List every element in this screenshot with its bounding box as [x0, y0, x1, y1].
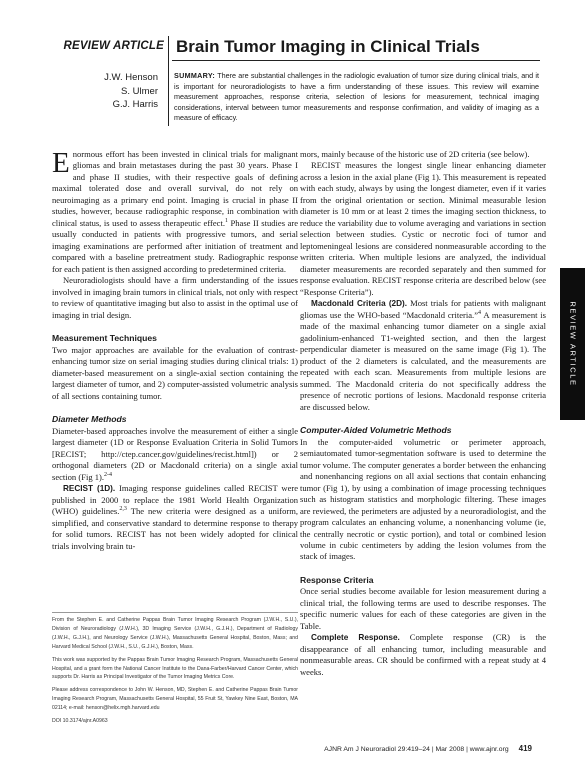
- footer-citation: AJNR Am J Neuroradiol 29:419–24 | Mar 2008 | www.ajnr.org: [324, 746, 509, 753]
- paragraph: Neuroradiologists should have a firm understanding of the issues involved in imaging brain tumors in clinical trials, not only with respect to review of quantitative imaging but also to assist in the optimal use of imaging in trial design.: [52, 275, 298, 320]
- paragraph: [300, 298, 546, 413]
- title-rule: [172, 60, 540, 61]
- paragraph: Once serial studies become available for lesion measurement during a clinical trial, the following terms are used to describe responses. The specific numeric values for each of these categories are given in the Table.: [300, 586, 546, 631]
- paragraph: [52, 483, 298, 552]
- macdonald-text-2: A measurement is made of the maximal enhancing tumor diameter on a single axial gadolinium-enhanced T1-weighted section, and then the largest perpendicular diameter is measured on the same image (Fig 1). The product of the 2 diameters is calculated, and the measurements are repeated with each scan. Measurements from multiple lesions are summed. The Macdonald criteria do not specifically address the presence of necrotic portions of lesions. Macdonald response criteria are discussed below.: [300, 309, 547, 412]
- diameter-text: Diameter-based approaches involve the measurement of either a single largest diameter (1D or Response Evaluation Criteria in Solid Tumors [RECIST; http://ctep.cancer.gov/guidelines/recist.html]) or 2 orthogonal diameters (2D or Macdonald criteria) on a single axial section (Fig 1).: [52, 425, 298, 482]
- author: S. Ulmer: [121, 85, 158, 97]
- footnote: From the Stephen E. and Catherine Pappas Brain Tumor Imaging Research Program (J.W.H., S.U.), Division of Neuroradiology (J.W.H.), 3D Imaging Service (J.W.H., G.J.H.), Department of Radiology (J.W.H., G.J.H.), and Neurology Service (J.W.H.), Massachusetts General Hospital, Boston, Mass; and Harvard Medical School (J.W.H., S.U., G.J.H.), Boston, Mass.: [52, 617, 298, 650]
- header-divider: [168, 36, 169, 126]
- side-tab-label-wrap: [560, 268, 585, 420]
- section-label: REVIEW ARTICLE: [63, 40, 164, 52]
- intro-paragraph: [52, 149, 298, 275]
- recist-text: Imaging response guidelines called RECIST were published in 2000 to replace the 1981 World Health Organization (WHO) guidelines.: [52, 483, 299, 517]
- recist-text-2: The new criteria were designed as a uniform, simplified, and conservative standard to determine response to therapy for solid tumors. RECIST has not been widely adopted for clinical trials involving brain tu-: [52, 506, 298, 551]
- author-list: [60, 71, 158, 112]
- section-heading: Measurement Techniques: [52, 333, 157, 344]
- subsection-heading: Diameter Methods: [52, 414, 127, 425]
- footnote-rule: [52, 612, 298, 613]
- right-column: [300, 149, 546, 678]
- run-in-heading: Complete Response.: [311, 633, 400, 643]
- footnote: This work was supported by the Pappas Brain Tumor Imaging Research Program, Massachusetts General Hospital, and a grant form the National Cancer Institute to the Dana-Farber/Harvard Cancer Center, which supports Dr. Harris as Principal Investigator of the Tumor Imaging Metrics Core.: [52, 656, 298, 681]
- page-footer: [260, 744, 532, 753]
- footnotes: [52, 616, 298, 730]
- citation-sup: 2-4: [104, 471, 112, 478]
- citation-sup: 4: [478, 309, 481, 316]
- paragraph: mors, mainly because of the historic use of 2D criteria (see below).: [300, 149, 530, 159]
- abstract-summary: [174, 71, 539, 124]
- summary-label: SUMMARY:: [174, 71, 216, 80]
- run-in-heading: Macdonald Criteria (2D).: [311, 299, 408, 309]
- author: G.J. Harris: [112, 99, 158, 110]
- doi: DOI 10.3174/ajnr.A0963: [52, 718, 108, 725]
- citation-sup: 2,3: [119, 506, 127, 513]
- complete-text: Complete response (CR) is the disappearance of all enhancing tumor, including measurable and nonmeasurable areas. CR should be confirmed with a repeat study at 4 weeks.: [300, 632, 547, 677]
- left-column: [52, 149, 298, 552]
- summary-text: There are substantial challenges in the radiologic evaluation of tumor size during clinical trials, and it is important for neuroradiologists to have a firm understanding of these issues. This review will examine measurement approaches, response criteria, selection of lesions for measurement, technical imaging considerations, interval between tumor measurements and response confirmation, and validity of imaging as a measure of efficacy.: [174, 71, 539, 122]
- subsection-heading: Computer-Aided Volumetric Methods: [300, 425, 452, 436]
- paragraph: [52, 426, 298, 483]
- article-title: Brain Tumor Imaging in Clinical Trials: [176, 37, 480, 56]
- footnote: Please address correspondence to John W. Henson, MD, Stephen E. and Catherine Pappas Brain Tumor Imaging Research Program, Massachusetts General Hospital, 55 Fruit St, Yawkey Nine East, Boston, MA 02114; e-mail: henson@helix.mgh.harvard.edu: [52, 687, 298, 712]
- paragraph: RECIST measures the longest single linear enhancing diameter across a lesion in the axial plane (Fig 1). This measurement is repeated with each study, always by using the longest diameter, even if it varies from the original orientation or section. Minimal measurable lesion diameter is 10 mm or at least 2 times the imaging section thickness, to reduce the variability due to volume averaging and variations in section selection between studies. Cystic or necrotic foci of tumor and leptomeningeal lesions are considered nonmeasurable according to the written criteria. When multiple lesions are analyzed, the individual diameter measurements are recorded separately and then summed for response evaluation. RECIST response criteria are described below (see “Response Criteria”).: [300, 160, 546, 297]
- paragraph: In the computer-aided volumetric or perimeter approach, semiautomated tumor-segmentation software is used to determine the tumor volume. The computer generates a border between the enhancing and nonenhancing regions on all axial sections that contain enhancing tumor (Fig 1), by using a combination of image processing techniques such as histogram statistics and morphologic filtering. These images are reviewed, the perimeters are adjusted by a neuroradiologist, and the program calculates an enhancing volume, a nonenhancing volume (ie, the centrally necrotic or cystic portion), and total or combined lesion volume in cubic centimeters by adding the lesion volumes from the stack of images.: [300, 436, 546, 562]
- citation-sup: 1: [224, 218, 228, 225]
- paragraph: Two major approaches are available for the evaluation of contrast-enhancing tumor size on serial imaging studies during clinical trials: 1) diameter-based measurement on a single-axial section containing the largest diameter of tumor, and 2) computer-assisted volumetric analysis of all sections containing tumor.: [52, 344, 298, 401]
- paragraph: [300, 632, 546, 678]
- page-number: 419: [518, 744, 532, 753]
- run-in-heading: RECIST (1D).: [63, 484, 116, 494]
- author: J.W. Henson: [104, 72, 158, 83]
- side-tab-label: REVIEW ARTICLE: [568, 301, 577, 387]
- drop-cap: E: [52, 147, 70, 179]
- intro-text: normous effort has been invested in clinical trials for malignant gliomas and brain metastases during the past 30 years. Phase I and phase II studies, with their respective goals of defining maximal tolerated dose and overall survival, do not rely on neuroimaging as a primary end point. Imaging is crucial in phase II studies, however, because radiographic response, in combination with clinical status, is used to assess therapeutic effect.: [52, 149, 298, 228]
- intro-text-2: Phase II studies are usually conducted in patients with progressive tumors, and serial imaging examinations are performed after initiation of treatment and compared with a baseline pretreatment study. Radiographic response for each patient is then assigned according to predetermined criteria.: [52, 217, 299, 274]
- macdonald-text: Most trials for patients with malignant gliomas use the WHO-based “Macdonald criteria.”: [300, 298, 546, 320]
- section-heading: Response Criteria: [300, 574, 374, 585]
